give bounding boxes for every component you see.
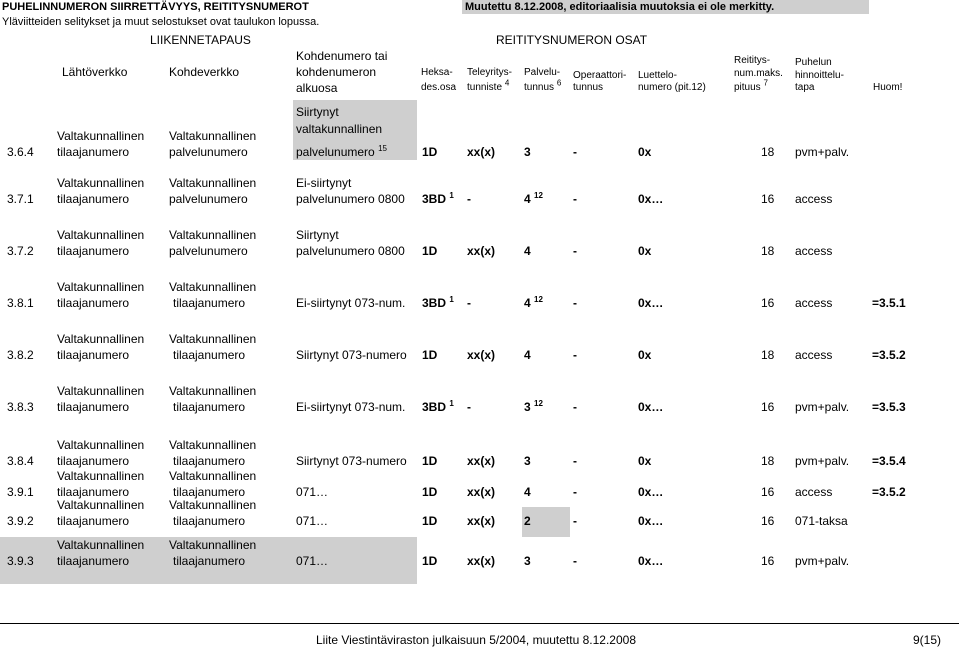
- target-net-line1: Valtakunnallinen: [169, 280, 257, 294]
- source-net-line2: tilaajanumero: [57, 554, 130, 568]
- col-length-2: num.maks.: [734, 68, 783, 79]
- source-net-line2: tilaajanumero: [57, 145, 130, 159]
- target-net-line1: Valtakunnallinen: [169, 498, 257, 512]
- operator-id: xx(x): [467, 485, 496, 499]
- service-id: 2: [524, 514, 531, 528]
- row-id: 3.9.1: [7, 485, 34, 499]
- max-length: 18: [761, 454, 775, 468]
- operator-id: -: [467, 192, 471, 206]
- max-length: 18: [761, 244, 775, 258]
- hex-part: 1D: [422, 348, 438, 362]
- document-subtitle: Yläviitteiden selitykset ja muut selostukset ovat taulukon lopussa.: [2, 16, 320, 28]
- pricing-method: access: [795, 348, 833, 362]
- col-optor-2: tunnus: [573, 82, 604, 93]
- row-id: 3.9.3: [7, 554, 34, 568]
- source-net-line2: tilaajanumero: [57, 244, 130, 258]
- note: =3.5.4: [872, 454, 906, 468]
- target-net-line2: palvelunumero: [169, 145, 248, 159]
- catalog-number: 0x: [638, 348, 652, 362]
- note: =3.5.1: [872, 296, 906, 310]
- max-length: 18: [761, 348, 775, 362]
- modified-notice: Muutettu 8.12.2008, editoriaalisia muutoksia ei ole merkitty.: [465, 1, 775, 13]
- hex-part: 1D: [422, 514, 438, 528]
- target-number: 071…: [296, 485, 329, 499]
- target-number: Siirtynyt 073-numero: [296, 348, 407, 362]
- target-net-line1: Valtakunnallinen: [169, 129, 257, 143]
- operator-code: -: [573, 296, 577, 310]
- source-net-line1: Valtakunnallinen: [57, 438, 145, 452]
- max-length: 16: [761, 554, 775, 568]
- target-net-line1: Valtakunnallinen: [169, 538, 257, 552]
- service-id: 4 $^{12}$: [524, 295, 543, 310]
- col-optor-1: Operaattori-: [573, 70, 627, 81]
- target-net-line1: Valtakunnallinen: [169, 384, 257, 398]
- col-operator-2: tunniste $^4$: [467, 78, 510, 93]
- row-id: 3.8.1: [7, 296, 34, 310]
- max-length: 16: [761, 192, 775, 206]
- catalog-number: 0x: [638, 454, 652, 468]
- service-id: 3: [524, 454, 531, 468]
- target-net-line2: tilaajanumero: [173, 296, 246, 310]
- source-net-line2: tilaajanumero: [57, 514, 130, 528]
- target-number-line3: palvelunumero 0800: [296, 244, 405, 258]
- operator-id: xx(x): [467, 244, 496, 258]
- source-net-line2: tilaajanumero: [57, 192, 130, 206]
- operator-code: -: [573, 192, 577, 206]
- pricing-method: access: [795, 192, 833, 206]
- hex-part: 1D: [422, 554, 438, 568]
- target-net-line2: palvelunumero: [169, 192, 248, 206]
- max-length: 18: [761, 145, 775, 159]
- source-net-line2: tilaajanumero: [57, 296, 130, 310]
- target-net-line1: Valtakunnallinen: [169, 228, 257, 242]
- max-length: 16: [761, 296, 775, 310]
- operator-id: xx(x): [467, 554, 496, 568]
- group-header-traffic: LIIKENNETAPAUS: [150, 33, 251, 47]
- col-service-2: tunnus $^6$: [524, 78, 562, 93]
- target-number-line3: palvelunumero $^{15}$: [296, 144, 387, 159]
- catalog-number: 0x…: [638, 514, 664, 528]
- target-number: Ei-siirtynyt 073-num.: [296, 400, 406, 414]
- target-number: 071…: [296, 514, 329, 528]
- row-id: 3.8.4: [7, 454, 34, 468]
- hex-part: 3BD $^1$: [422, 191, 454, 206]
- operator-code: -: [573, 454, 577, 468]
- operator-id: xx(x): [467, 145, 496, 159]
- col-operator-1: Teleyritys-: [467, 67, 513, 78]
- service-id: 3 $^{12}$: [524, 399, 543, 414]
- max-length: 16: [761, 400, 775, 414]
- note: =3.5.2: [872, 348, 906, 362]
- col-target-net: Kohdeverkko: [169, 65, 240, 79]
- target-net-line2: tilaajanumero: [173, 554, 246, 568]
- operator-code: -: [573, 514, 577, 528]
- hex-part: 1D: [422, 145, 438, 159]
- source-net-line1: Valtakunnallinen: [57, 228, 145, 242]
- hex-part: 1D: [422, 454, 438, 468]
- catalog-number: 0x…: [638, 192, 664, 206]
- page-number: 9(15): [913, 633, 942, 647]
- source-net-line2: tilaajanumero: [57, 485, 130, 499]
- row-id: 3.7.1: [7, 192, 34, 206]
- source-net-line1: Valtakunnallinen: [57, 469, 145, 483]
- document-title: PUHELINNUMERON SIIRRETTÄVYYS, REITITYSNUMEROT: [2, 1, 309, 13]
- note: =3.5.2: [872, 485, 906, 499]
- target-number-line1: Siirtynyt: [296, 228, 339, 242]
- group-header-routing: REITITYSNUMERON OSAT: [496, 33, 648, 47]
- service-id: 3: [524, 554, 531, 568]
- pricing-method: pvm+palv.: [795, 400, 850, 414]
- hex-part: 3BD $^1$: [422, 295, 454, 310]
- source-net-line1: Valtakunnallinen: [57, 280, 145, 294]
- target-number-line3: palvelunumero 0800: [296, 192, 405, 206]
- footer-text: Liite Viestintäviraston julkaisuun 5/2004, muutettu 8.12.2008: [316, 633, 636, 647]
- operator-id: -: [467, 296, 471, 310]
- col-pricing-1: Puhelun: [795, 57, 832, 68]
- catalog-number: 0x…: [638, 554, 664, 568]
- source-net-line1: Valtakunnallinen: [57, 384, 145, 398]
- col-service-1: Palvelu-: [524, 67, 561, 78]
- row-id: 3.8.3: [7, 400, 34, 414]
- source-net-line1: Valtakunnallinen: [57, 538, 145, 552]
- service-id: 3: [524, 145, 531, 159]
- operator-code: -: [573, 348, 577, 362]
- col-source-net: Lähtöverkko: [62, 65, 128, 79]
- pricing-method: pvm+palv.: [795, 554, 850, 568]
- operator-id: -: [467, 400, 471, 414]
- target-number: Siirtynyt 073-numero: [296, 454, 407, 468]
- col-hex-2: des.osa: [421, 82, 457, 93]
- operator-id: xx(x): [467, 514, 496, 528]
- operator-id: xx(x): [467, 348, 496, 362]
- source-net-line1: Valtakunnallinen: [57, 332, 145, 346]
- pricing-method: 071-taksa: [795, 514, 848, 528]
- pricing-method: access: [795, 296, 833, 310]
- service-id: 4: [524, 348, 531, 362]
- target-number-line1: Ei-siirtynyt: [296, 176, 352, 190]
- target-net-line1: Valtakunnallinen: [169, 438, 257, 452]
- col-pricing-2: hinnoittelu-: [795, 70, 844, 81]
- col-note: Huom!: [873, 82, 903, 93]
- operator-id: xx(x): [467, 454, 496, 468]
- max-length: 16: [761, 485, 775, 499]
- row-id: 3.8.2: [7, 348, 34, 362]
- pricing-method: pvm+palv.: [795, 145, 850, 159]
- target-net-line1: Valtakunnallinen: [169, 332, 257, 346]
- service-id: 4: [524, 244, 531, 258]
- target-net-line2: tilaajanumero: [173, 400, 246, 414]
- row-id: 3.6.4: [7, 145, 34, 159]
- operator-code: -: [573, 400, 577, 414]
- note: =3.5.3: [872, 400, 906, 414]
- row-id: 3.9.2: [7, 514, 34, 528]
- target-number: 071…: [296, 554, 329, 568]
- catalog-number: 0x…: [638, 485, 664, 499]
- catalog-number: 0x…: [638, 296, 664, 310]
- col-pricing-3: tapa: [795, 82, 815, 93]
- target-net-line1: Valtakunnallinen: [169, 176, 257, 190]
- service-id: 4: [524, 485, 531, 499]
- footer-rule: [0, 623, 959, 624]
- target-net-line1: Valtakunnallinen: [169, 469, 257, 483]
- col-length-3: pituus $^7$: [734, 78, 768, 93]
- pricing-method: access: [795, 485, 833, 499]
- target-net-line2: palvelunumero: [169, 244, 248, 258]
- pricing-method: access: [795, 244, 833, 258]
- source-net-line1: Valtakunnallinen: [57, 129, 145, 143]
- col-catalog-1: Luettelo-: [638, 70, 677, 81]
- target-number-line2: valtakunnallinen: [296, 122, 383, 136]
- hex-part: 1D: [422, 244, 438, 258]
- target-net-line2: tilaajanumero: [173, 514, 246, 528]
- col-catalog-2: numero (pit.12): [638, 82, 706, 93]
- catalog-number: 0x…: [638, 400, 664, 414]
- target-net-line2: tilaajanumero: [173, 454, 246, 468]
- hex-part: 3BD $^1$: [422, 399, 454, 414]
- target-net-line2: tilaajanumero: [173, 348, 246, 362]
- operator-code: -: [573, 145, 577, 159]
- source-net-line1: Valtakunnallinen: [57, 176, 145, 190]
- col-target-num-1: Kohdenumero tai: [296, 49, 388, 63]
- operator-code: -: [573, 554, 577, 568]
- target-number-line1: Siirtynyt: [296, 105, 339, 119]
- col-length-1: Reititys-: [734, 55, 771, 66]
- row-id: 3.7.2: [7, 244, 34, 258]
- service-id: 4 $^{12}$: [524, 191, 543, 206]
- col-hex-1: Heksa-: [421, 67, 453, 78]
- source-net-line2: tilaajanumero: [57, 400, 130, 414]
- source-net-line2: tilaajanumero: [57, 454, 130, 468]
- col-target-num-2: kohdenumeron: [296, 65, 377, 79]
- max-length: 16: [761, 514, 775, 528]
- col-target-num-3: alkuosa: [296, 81, 338, 95]
- source-net-line1: Valtakunnallinen: [57, 498, 145, 512]
- pricing-method: pvm+palv.: [795, 454, 850, 468]
- target-number: Ei-siirtynyt 073-num.: [296, 296, 406, 310]
- operator-code: -: [573, 244, 577, 258]
- hex-part: 1D: [422, 485, 438, 499]
- catalog-number: 0x: [638, 244, 652, 258]
- target-net-line2: tilaajanumero: [173, 485, 246, 499]
- source-net-line2: tilaajanumero: [57, 348, 130, 362]
- operator-code: -: [573, 485, 577, 499]
- catalog-number: 0x: [638, 145, 652, 159]
